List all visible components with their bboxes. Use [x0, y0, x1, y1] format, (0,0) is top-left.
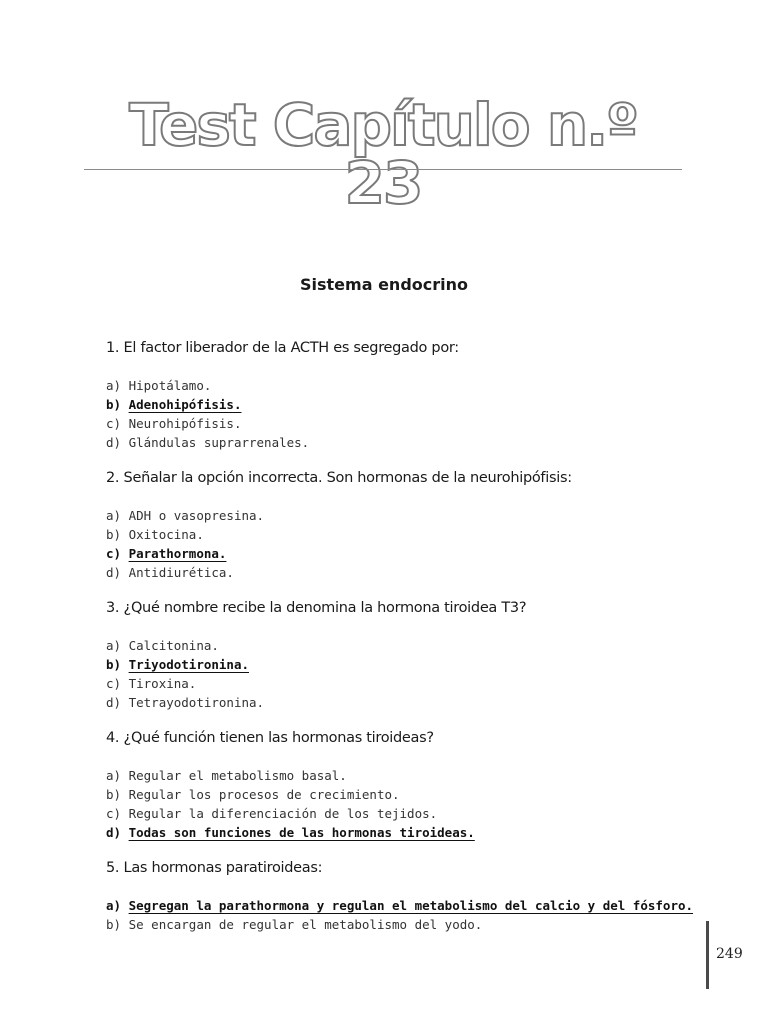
option-text: Adenohipófisis. — [128, 397, 242, 412]
option-text: Neurohipófisis. — [128, 416, 242, 431]
option-c-correct — [106, 544, 706, 563]
question-text: 4. ¿Qué función tienen las hormonas tiroideas? — [106, 730, 434, 746]
question-1 — [106, 338, 706, 452]
option-b-correct — [106, 395, 706, 414]
page-number-rule — [706, 921, 709, 989]
option-d — [106, 563, 706, 582]
option-letter: b) — [106, 657, 122, 672]
option-text: Regular el metabolismo basal. — [128, 768, 347, 783]
question-text: 3. ¿Qué nombre recibe la denomina la hormona tiroidea T3? — [106, 600, 527, 616]
option-letter: d) — [106, 565, 122, 580]
option-text: Calcitonina. — [128, 638, 219, 653]
option-b-correct — [106, 655, 706, 674]
option-letter: a) — [106, 508, 122, 523]
option-a — [106, 376, 706, 395]
chapter-title: Test Capítulo n.º 23 — [129, 91, 637, 217]
option-list — [106, 766, 706, 842]
option-letter: c) — [106, 416, 122, 431]
option-letter: a) — [106, 378, 122, 393]
option-letter: b) — [106, 527, 122, 542]
option-a-correct — [106, 896, 706, 915]
question-text: 2. Señalar la opción incorrecta. Son hormonas de la neurohipófisis: — [106, 470, 572, 486]
option-text: Oxitocina. — [128, 527, 204, 542]
title-divider — [84, 169, 682, 170]
option-text: Se encargan de regular el metabolismo del yodo. — [128, 917, 483, 932]
option-text: Triyodotironina. — [128, 657, 250, 672]
option-text: Segregan la parathormona y regulan el metabolismo del calcio y del fósforo. — [128, 898, 694, 913]
option-text: Tetrayodotironina. — [128, 695, 265, 710]
option-list — [106, 506, 706, 582]
option-text: Regular los procesos de crecimiento. — [128, 787, 400, 802]
option-letter: c) — [106, 546, 122, 561]
question-text: 5. Las hormonas paratiroideas: — [106, 860, 323, 876]
option-text: Regular la diferenciación de los tejidos. — [128, 806, 438, 821]
option-text: Glándulas suprarrenales. — [128, 435, 310, 450]
option-letter: c) — [106, 806, 122, 821]
option-text: ADH o vasopresina. — [128, 508, 265, 523]
option-d — [106, 433, 706, 452]
question-2 — [106, 468, 706, 582]
option-a — [106, 506, 706, 525]
option-list — [106, 896, 706, 934]
question-4 — [106, 728, 706, 842]
option-a — [106, 766, 706, 785]
option-text: Antidiurética. — [128, 565, 234, 580]
option-d-correct — [106, 823, 706, 842]
option-letter: d) — [106, 435, 122, 450]
option-a — [106, 636, 706, 655]
page-number: 249 — [716, 946, 743, 962]
option-letter: b) — [106, 787, 122, 802]
option-c — [106, 674, 706, 693]
option-letter: b) — [106, 917, 122, 932]
option-c — [106, 804, 706, 823]
option-list — [106, 636, 706, 712]
option-text: Hipotálamo. — [128, 378, 212, 393]
option-text: Todas son funciones de las hormonas tiroideas. — [128, 825, 475, 840]
option-letter: c) — [106, 676, 122, 691]
option-list — [106, 376, 706, 452]
option-text: Parathormona. — [128, 546, 227, 561]
option-d — [106, 693, 706, 712]
option-c — [106, 414, 706, 433]
question-list — [106, 338, 706, 934]
option-letter: a) — [106, 768, 122, 783]
option-letter: a) — [106, 898, 122, 913]
option-text: Tiroxina. — [128, 676, 197, 691]
question-3 — [106, 598, 706, 712]
question-text: 1. El factor liberador de la ACTH es segregado por: — [106, 340, 459, 356]
option-letter: a) — [106, 638, 122, 653]
option-letter: d) — [106, 825, 122, 840]
option-b — [106, 915, 706, 934]
option-letter: b) — [106, 397, 122, 412]
question-5 — [106, 858, 706, 934]
option-letter: d) — [106, 695, 122, 710]
option-b — [106, 525, 706, 544]
section-title: Sistema endocrino — [300, 275, 468, 294]
option-b — [106, 785, 706, 804]
